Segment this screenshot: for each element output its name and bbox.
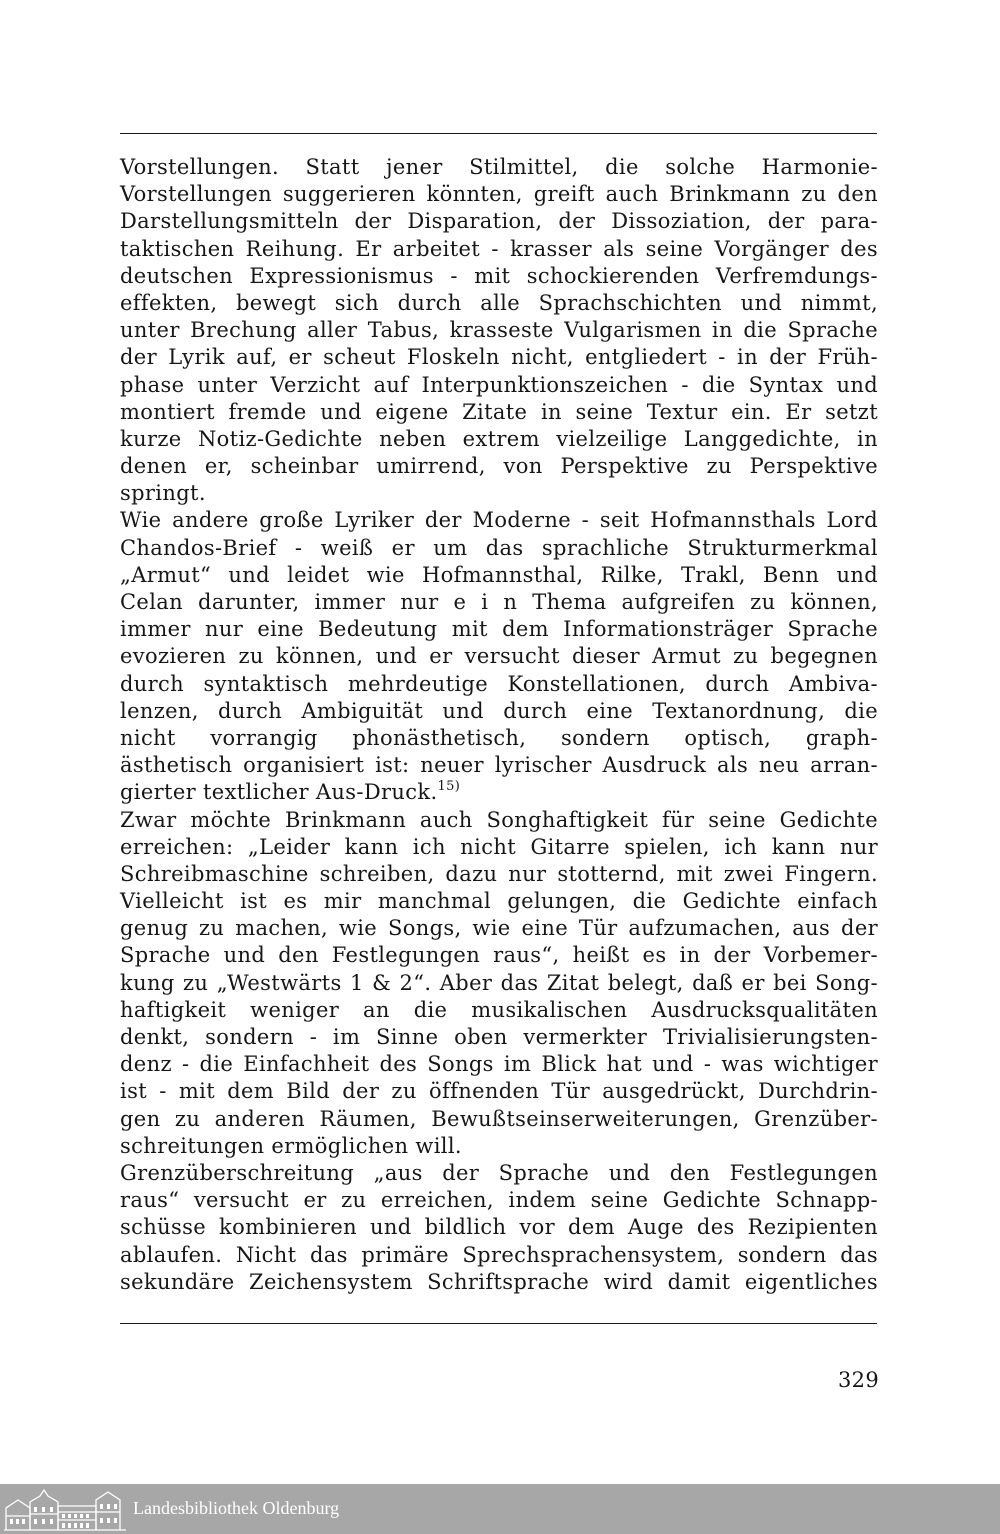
text-line: immer nur eine Bedeutung mit dem Informationsträger Sprache xyxy=(120,617,878,642)
text-line: Vielleicht ist es mir manchmal gelungen, die Gedichte einfach xyxy=(120,889,878,914)
text-line: haftigkeit weniger an die musikalischen Ausdrucksqualitäten xyxy=(120,997,878,1022)
text-line: Chandos-Brief - weiß er um das sprachliche Strukturmerkmal xyxy=(120,535,878,560)
paragraph-2 xyxy=(120,507,878,806)
text-line: Wie andere große Lyriker der Moderne - seit Hofmannsthals Lord xyxy=(120,508,878,533)
text-line: der Lyrik auf, er scheut Floskeln nicht, entgliedert - in der Früh- xyxy=(120,345,878,370)
text-line: Darstellungsmitteln der Disparation, der Dissoziation, der para- xyxy=(120,209,878,234)
text-line: Celan darunter, immer nur e i n Thema aufgreifen zu können, xyxy=(120,590,878,614)
text-line: Schreibmaschine schreiben, dazu nur stotternd, mit zwei Fingern. xyxy=(120,861,878,886)
text-line: kung zu „Westwärts 1 & 2“. Aber das Zitat belegt, daß er bei Song- xyxy=(120,970,878,995)
bottom-rule xyxy=(120,1323,877,1324)
text-line: Sprache und den Festlegungen raus“, heißt es in der Vorbemer- xyxy=(120,943,878,968)
text-line: gen zu anderen Räumen, Bewußtseinserweiterungen, Grenzüber- xyxy=(120,1106,878,1131)
text-line: taktischen Reihung. Er arbeitet - krasser als seine Vorgänger des xyxy=(120,236,878,261)
paragraph-4 xyxy=(120,1160,878,1296)
text-line: schreitungen ermöglichen will. xyxy=(120,1133,462,1158)
text-line: „Armut“ und leidet wie Hofmannsthal, Rilke, Trakl, Benn und xyxy=(120,562,878,587)
text-line: evozieren zu können, und er versucht dieser Armut zu begegnen xyxy=(120,644,878,669)
text-line: denz - die Einfachheit des Songs im Blick hat und - was wichtiger xyxy=(120,1052,878,1077)
text-line-content: gierter textlicher Aus-Druck. xyxy=(120,780,438,805)
text-line: Vorstellungen suggerieren könnten, greift auch Brinkmann zu den xyxy=(120,182,878,207)
top-rule xyxy=(120,133,877,134)
text-line: ist - mit dem Bild der zu öffnenden Tür ausgedrückt, Durchdrin- xyxy=(120,1079,878,1104)
text-line: raus“ versucht er zu erreichen, indem seine Gedichte Schnapp- xyxy=(120,1188,878,1213)
text-line: erreichen: „Leider kann ich nicht Gitarre spielen, ich kann nur xyxy=(120,834,878,859)
text-line xyxy=(120,779,878,806)
footer-bar xyxy=(0,1484,1000,1534)
text-line: sekundäre Zeichensystem Schriftsprache wird damit eigentliches xyxy=(120,1269,878,1294)
text-line: durch syntaktisch mehrdeutige Konstellationen, durch Ambiva- xyxy=(120,671,878,696)
body-text xyxy=(120,154,878,1296)
text-line: ablaufen. Nicht das primäre Sprechsprachensystem, sondern das xyxy=(120,1242,878,1267)
text-line: montiert fremde und eigene Zitate in seine Textur ein. Er setzt xyxy=(120,399,878,424)
text-line: denkt, sondern - im Sinne oben vermerkter Trivialisierungsten- xyxy=(120,1025,878,1049)
text-line: Vorstellungen. Statt jener Stilmittel, die solche Harmonie- xyxy=(120,155,878,179)
text-line: deutschen Expressionismus - mit schockierenden Verfremdungs- xyxy=(120,263,878,288)
text-line: Grenzüberschreitung „aus der Sprache und den Festlegungen xyxy=(120,1160,878,1185)
text-line: lenzen, durch Ambiguität und durch eine Textanordnung, die xyxy=(120,698,878,723)
paragraph-1 xyxy=(120,154,878,507)
text-line: effekten, bewegt sich durch alle Sprachschichten und nimmt, xyxy=(120,290,878,315)
text-line: Zwar möchte Brinkmann auch Songhaftigkeit für seine Gedichte xyxy=(120,807,878,832)
text-line: genug zu machen, wie Songs, wie eine Tür aufzumachen, aus der xyxy=(120,916,878,941)
text-line: unter Brechung aller Tabus, krasseste Vulgarismen in die Sprache xyxy=(120,318,878,343)
text-line: schüsse kombinieren und bildlich vor dem Auge des Rezipienten xyxy=(120,1215,878,1240)
footnote-marker: 15) xyxy=(437,779,461,795)
text-line: kurze Notiz-Gedichte neben extrem vielzeilige Langgedichte, in xyxy=(120,426,878,451)
library-building-icon xyxy=(4,1486,126,1532)
page-number: 329 xyxy=(838,1368,879,1392)
library-name: Landesbibliothek Oldenburg xyxy=(133,1498,340,1518)
text-line: denen er, scheinbar umirrend, von Perspektive zu Perspektive xyxy=(120,454,878,479)
text-line: nicht vorrangig phonästhetisch, sondern optisch, graph- xyxy=(120,725,878,750)
paragraph-3 xyxy=(120,807,878,1160)
text-line: ästhetisch organisiert ist: neuer lyrischer Ausdruck als neu arran- xyxy=(120,753,878,778)
text-line: phase unter Verzicht auf Interpunktionszeichen - die Syntax und xyxy=(120,372,878,397)
text-line: springt. xyxy=(120,481,206,506)
